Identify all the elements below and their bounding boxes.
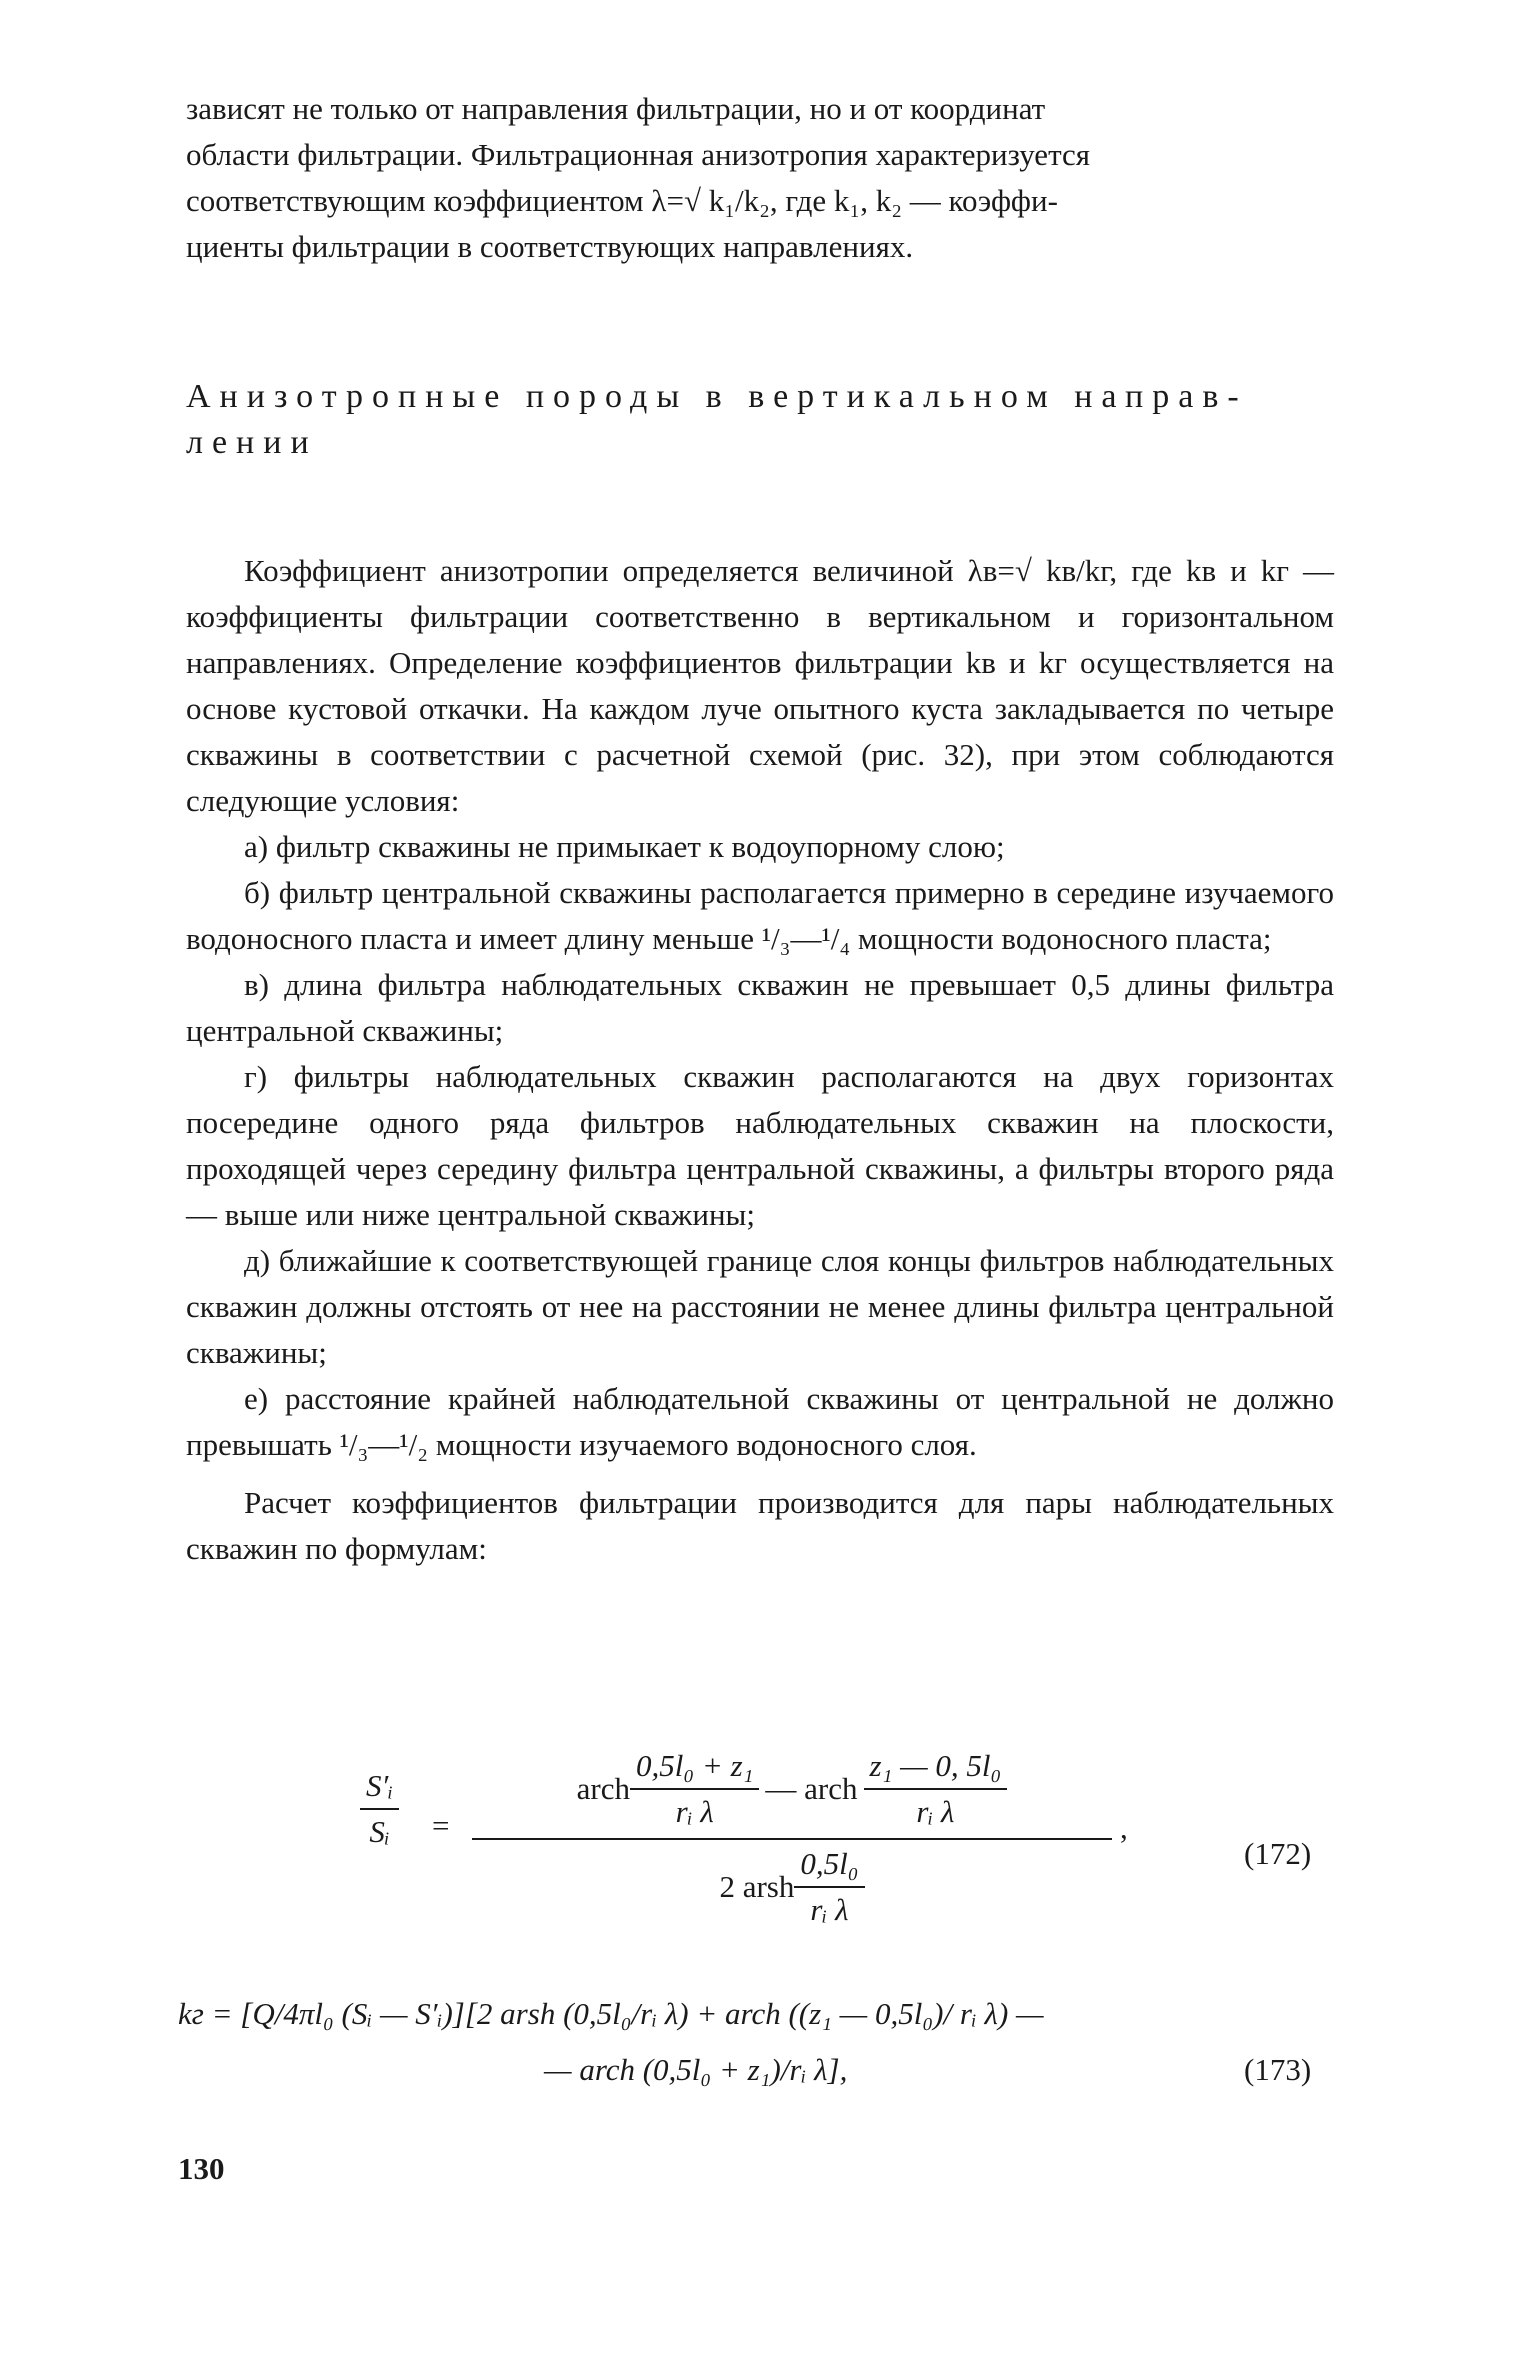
section-heading-line-1: Анизотропные породы в вертикальном направ- — [186, 378, 1248, 415]
list-item-g: г) фильтры наблюдательных скважин располагаются на двух горизонтах посередине одного ряда фильтров наблюдательных скважин на плоскости, проходящей через середину фильтра центральной скважины, а фильтры второго ряда — выше или ниже центральной скважины; — [186, 1059, 1334, 1232]
paragraph-2: Расчет коэффициентов фильтрации производится для пары наблюдательных скважин по формулам: — [186, 1485, 1334, 1566]
fraction-1-numerator: 0,5l₀ + z₁ — [630, 1748, 759, 1790]
list-item-b: б) фильтр центральной скважины располагается примерно в середине изучаемого водоносного пласта и имеет длину меньше ¹/₃—¹/₄ мощности водоносного пласта; — [186, 875, 1334, 956]
arsh-2: 2 arsh — [719, 1869, 795, 1904]
formula-173-line-2: — arch (0,5l₀ + z₁)/rᵢ λ], — [544, 2052, 848, 2087]
formula-172-rhs-numerator — [472, 1748, 1112, 1840]
fraction-2 — [864, 1748, 1008, 1830]
fraction-3-denominator: rᵢ λ — [810, 1892, 849, 1927]
section-heading-line-2: лении — [186, 424, 318, 461]
formula-173-line-1: kг = [Q/4πl₀ (Sᵢ — S′ᵢ)][2 arsh (0,5l₀/rᵢ λ) + arch ((z₁ — 0,5l₀)/ rᵢ λ) — — [178, 1996, 1044, 2031]
page-number: 130 — [178, 2151, 225, 2186]
formula-172-lhs-numerator: S′ᵢ — [360, 1768, 399, 1810]
fraction-3-numerator: 0,5l₀ — [794, 1846, 864, 1888]
formula-173-number: (173) — [1244, 2052, 1312, 2087]
formula-172-lhs — [360, 1768, 399, 1850]
intro-line-3: соответствующим коэффициентом λ=√ k₁/k₂, где k₁, k₂ — коэффи- — [186, 183, 1058, 218]
formula-172-rhs — [472, 1748, 1112, 1928]
formula-172-equals: = — [432, 1808, 450, 1843]
intro-line-4: циенты фильтрации в соответствующих направлениях. — [186, 229, 914, 264]
list-item-d: д) ближайшие к соответствующей границе слоя концы фильтров наблюдательных скважин должны отстоять от нее на расстоянии не менее длины фильтра центральной скважины; — [186, 1243, 1334, 1370]
list-item-v: в) длина фильтра наблюдательных скважин не превышает 0,5 длины фильтра центральной скважины; — [186, 967, 1334, 1048]
intro-line-2: области фильтрации. Фильтрационная анизотропия характеризуется — [186, 137, 1091, 172]
fraction-1 — [630, 1748, 759, 1830]
list-item-e: е) расстояние крайней наблюдательной скважины от центральной не должно превышать ¹/₃—¹/₂ мощности изучаемого водоносного слоя. — [186, 1381, 1334, 1462]
minus-arch: — arch — [765, 1771, 858, 1806]
intro-paragraph — [186, 86, 1334, 270]
list-item-a: а) фильтр скважины не примыкает к водоупорному слою; — [244, 829, 1005, 864]
formula-172 — [360, 1748, 1160, 1928]
fraction-2-numerator: z₁ — 0, 5l₀ — [864, 1748, 1008, 1790]
intro-line-1: зависят не только от направления фильтрации, но и от координат — [186, 91, 1046, 126]
formula-172-number: (172) — [1244, 1836, 1312, 1871]
fraction-1-denominator: rᵢ λ — [675, 1794, 714, 1829]
formula-172-rhs-denominator — [472, 1840, 1112, 1928]
fraction-2-denominator: rᵢ λ — [916, 1794, 955, 1829]
main-text — [186, 548, 1334, 1572]
paragraph-1: Коэффициент анизотропии определяется величиной λв=√ kв/kг, где kв и kг — коэффициенты фильтрации соответственно в вертикальном и горизонтальном направлениях. Определение коэффициентов фильтрации kв и kг осуществляется на основе кустовой откачки. На каждом луче опытного куста закладывается по четыре скважины в соответствии с расчетной схемой (рис. 32), при этом соблюдаются следующие условия: — [186, 553, 1334, 818]
formula-172-comma: , — [1120, 1810, 1128, 1845]
section-heading — [186, 374, 1334, 466]
fraction-3 — [794, 1846, 864, 1928]
arch-1: arch — [576, 1771, 631, 1806]
formula-172-lhs-denominator: Sᵢ — [369, 1814, 390, 1849]
